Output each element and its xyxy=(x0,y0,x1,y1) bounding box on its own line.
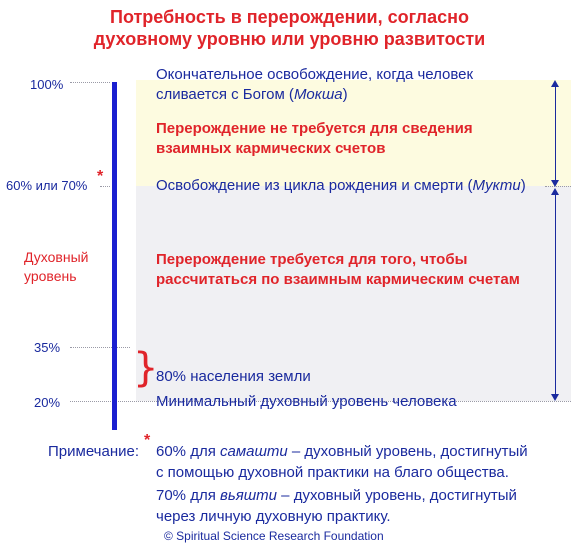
final-liberation-text xyxy=(156,65,473,105)
level-line-35 xyxy=(70,347,130,348)
chart-title-line-1: Потребность в перерождении, согласно xyxy=(110,7,469,27)
spiritual-level-axis xyxy=(112,82,117,430)
arrow-line-top xyxy=(555,86,556,180)
final-liberation-line-2: сливается с Богом (Мокша) xyxy=(156,86,348,103)
level-label-35: 35% xyxy=(34,340,61,355)
level-label-60-70: 60% или 70% xyxy=(6,178,88,193)
no-rebirth-text xyxy=(156,119,473,159)
samashti-term: самашти xyxy=(219,443,288,460)
level-label-20: 20% xyxy=(34,395,61,410)
moksha-term: Мокша xyxy=(293,86,343,103)
mukti-text: Освобождение из цикла рождения и смерти (Мукти) xyxy=(156,177,526,194)
chart-title-line-2: духовному уровню или уровню развитости xyxy=(93,29,486,49)
rebirth-required-line-1: Перерождение требуется для того, чтобы xyxy=(156,251,468,268)
note-label: Примечание: xyxy=(48,443,139,460)
population-text: 80% населения земли xyxy=(156,368,311,385)
axis-label-line-2: уровень xyxy=(24,268,77,284)
no-rebirth-line-2: взаимных кармических счетов xyxy=(156,140,386,157)
level-star-marker: * xyxy=(97,168,104,185)
arrow-down-top-icon xyxy=(551,180,559,187)
mukti-term: Мукти xyxy=(472,177,521,194)
note-paragraph-2 xyxy=(156,485,517,527)
axis-label-line-1: Духовный xyxy=(24,249,89,265)
note-p2-line-2: через личную духовную практику. xyxy=(156,508,391,525)
rebirth-required-line-2: рассчитаться по взаимным кармическим счетам xyxy=(156,271,520,288)
arrow-line-bottom xyxy=(555,194,556,394)
arrow-down-bottom-icon xyxy=(551,394,559,401)
level-label-100: 100% xyxy=(30,77,64,92)
final-liberation-line-1: Окончательное освобождение, когда человек xyxy=(156,66,474,83)
note-p2-line-1: 70% для вьяшти – духовный уровень, достигнутый xyxy=(156,487,517,504)
note-star-marker: * xyxy=(144,432,151,449)
axis-label xyxy=(24,248,88,286)
vyashti-term: вьяшти xyxy=(219,487,278,504)
copyright-text: © Spiritual Science Research Foundation xyxy=(164,529,384,543)
level-line-60-left xyxy=(100,186,110,187)
minimal-level-text: Минимальный духовный уровень человека xyxy=(156,393,457,410)
note-p1-line-1: 60% для самашти – духовный уровень, достигнутый xyxy=(156,443,528,460)
level-line-100-left xyxy=(70,82,110,83)
population-bracket-icon: } xyxy=(133,345,159,391)
no-rebirth-line-1: Перерождение не требуется для сведения xyxy=(156,120,473,137)
rebirth-required-text xyxy=(156,250,520,290)
note-paragraph-1 xyxy=(156,441,528,483)
note-p1-line-2: с помощью духовной практики на благо общества. xyxy=(156,464,509,481)
